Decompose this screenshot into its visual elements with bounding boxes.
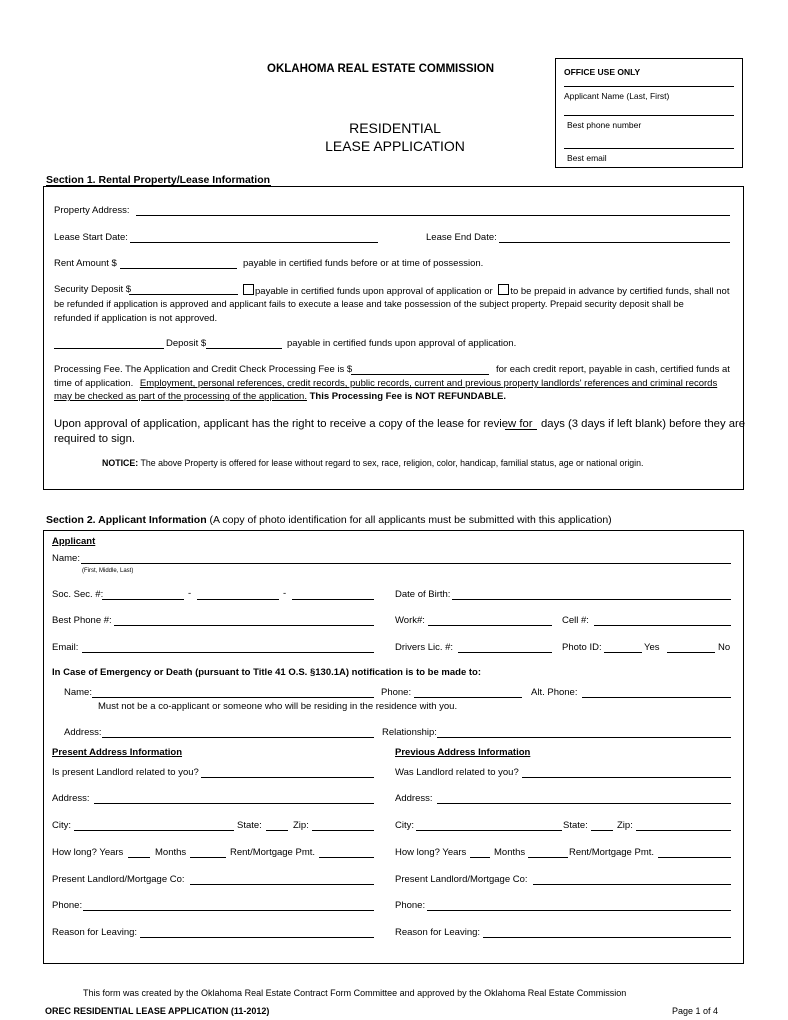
present-landlord-label: Present Landlord/Mortgage Co: — [52, 874, 185, 885]
processing-checks-text-2: may be checked as part of the processing of the application. — [54, 391, 307, 402]
dob-field[interactable] — [452, 599, 731, 600]
name-hint: (First, Middle, Last) — [82, 568, 134, 574]
photo-id-label: Photo ID: — [562, 642, 602, 653]
emergency-alt-phone-field[interactable] — [582, 697, 731, 698]
emergency-heading: In Case of Emergency or Death (pursuant to Title 41 O.S. §130.1A) notification is to be made to: — [52, 667, 481, 678]
drivers-license-label: Drivers Lic. #: — [395, 642, 454, 653]
notice-text: The above Property is offered for lease without regard to sex, race, religion, color, handicap, familial status, age or national origin. — [140, 458, 644, 468]
ssn-dash-1: - — [188, 588, 192, 599]
deposit-label: Deposit $ — [166, 338, 207, 349]
previous-state-field[interactable] — [591, 830, 613, 831]
name-field[interactable] — [81, 563, 731, 564]
emergency-relationship-field[interactable] — [437, 737, 731, 738]
security-option-prepaid-label: to be prepaid in advance by certified funds, shall not — [510, 286, 730, 297]
approval-text: Upon approval of application, applicant has the right to receive a copy of the lease for review for — [54, 418, 533, 430]
deposit-suffix: payable in certified funds upon approval of application. — [287, 338, 517, 349]
processing-fee-label: Processing Fee. The Application and Credit Check Processing Fee is $ — [54, 364, 353, 375]
approval-text-line2: required to sign. — [54, 433, 136, 445]
office-best-email-label: Best email — [567, 153, 607, 163]
email-label: Email: — [52, 642, 79, 653]
email-field[interactable] — [82, 652, 374, 653]
previous-state-label: State: — [563, 820, 588, 831]
office-best-phone-label: Best phone number — [567, 120, 642, 130]
present-months-field[interactable] — [190, 857, 226, 858]
cell-phone-field[interactable] — [594, 625, 731, 626]
security-option-approval-checkbox[interactable] — [243, 284, 254, 295]
footer-form-id: OREC RESIDENTIAL LEASE APPLICATION (11-2012) — [45, 1006, 270, 1016]
present-address-label: Address: — [52, 793, 90, 804]
best-phone-field[interactable] — [114, 625, 374, 626]
ssn-dash-2: - — [283, 588, 287, 599]
present-landlord-field[interactable] — [190, 884, 374, 885]
processing-checks-text: Employment, personal references, credit records, public records, current and previous property landlords' references and criminal records — [139, 378, 718, 389]
present-address-heading: Present Address Information — [52, 747, 183, 758]
ssn-part3-field[interactable] — [292, 599, 374, 600]
present-related-label: Is present Landlord related to you? — [52, 767, 199, 778]
present-related-field[interactable] — [201, 777, 374, 778]
previous-phone-label: Phone: — [395, 900, 426, 911]
processing-time-text: time of application. — [54, 378, 134, 389]
lease-end-field[interactable] — [499, 242, 730, 243]
security-option-approval-label: payable in certified funds upon approval of application or — [255, 286, 493, 297]
deposit-type-field[interactable] — [54, 348, 164, 349]
section1-title: Section 1. Rental Property/Lease Information — [46, 174, 271, 186]
section2-title-note: (A copy of photo identification for all applicants must be submitted with this application) — [209, 514, 612, 526]
rent-amount-suffix: payable in certified funds before or at time of possession. — [243, 258, 484, 269]
previous-reason-field[interactable] — [483, 937, 731, 938]
previous-rent-label: Rent/Mortgage Pmt. — [569, 847, 655, 858]
section2-title: Section 2. Applicant Information — [46, 514, 207, 526]
emergency-relationship-label: Relationship: — [382, 727, 437, 738]
emergency-phone-field[interactable] — [414, 697, 522, 698]
previous-zip-label: Zip: — [617, 820, 633, 831]
dob-label: Date of Birth: — [395, 589, 451, 600]
drivers-license-field[interactable] — [458, 652, 552, 653]
emergency-address-field[interactable] — [102, 737, 374, 738]
lease-end-label: Lease End Date: — [426, 232, 497, 243]
present-years-field[interactable] — [128, 857, 150, 858]
section1-box — [43, 186, 744, 490]
photo-id-no-label: No — [718, 642, 731, 653]
present-phone-label: Phone: — [52, 900, 83, 911]
present-zip-label: Zip: — [293, 820, 309, 831]
processing-fee-suffix: for each credit report, payable in cash, certified funds at — [496, 364, 730, 375]
previous-address-heading: Previous Address Information — [395, 747, 531, 758]
emergency-phone-label: Phone: — [381, 687, 412, 698]
previous-address-field[interactable] — [437, 803, 731, 804]
notice-label: NOTICE: — [102, 458, 139, 468]
photo-id-no-field[interactable] — [667, 652, 715, 653]
office-applicant-name-field[interactable] — [564, 115, 734, 116]
present-reason-field[interactable] — [140, 937, 374, 938]
present-state-label: State: — [237, 820, 262, 831]
office-best-phone-field[interactable] — [564, 148, 734, 149]
work-phone-field[interactable] — [428, 625, 552, 626]
office-applicant-name-label: Applicant Name (Last, First) — [564, 91, 670, 101]
previous-rent-field[interactable] — [658, 857, 731, 858]
previous-city-label: City: — [395, 820, 414, 831]
present-months-label: Months — [155, 847, 187, 858]
present-years-label: How long? Years — [52, 847, 124, 858]
emergency-name-field[interactable] — [92, 697, 374, 698]
emergency-name-label: Name: — [64, 687, 92, 698]
rent-amount-label: Rent Amount $ — [54, 258, 117, 269]
deposit-amount-field[interactable] — [206, 348, 282, 349]
present-zip-field[interactable] — [312, 830, 374, 831]
office-use-box — [555, 58, 743, 168]
processing-not-refundable: This Processing Fee is NOT REFUNDABLE. — [309, 391, 506, 402]
office-line-top — [564, 86, 734, 87]
previous-landlord-label: Present Landlord/Mortgage Co: — [395, 874, 528, 885]
previous-related-field[interactable] — [522, 777, 731, 778]
form-title-line2: LEASE APPLICATION — [325, 138, 465, 154]
photo-id-yes-label: Yes — [644, 642, 660, 653]
security-deposit-line3: refunded if application is not approved. — [54, 313, 218, 324]
previous-reason-label: Reason for Leaving: — [395, 927, 481, 938]
section2-box — [43, 530, 744, 964]
property-address-label: Property Address: — [54, 205, 130, 216]
name-label: Name: — [52, 553, 80, 564]
ssn-part1-field[interactable] — [102, 599, 184, 600]
emergency-alt-phone-label: Alt. Phone: — [531, 687, 578, 698]
property-address-field[interactable] — [136, 215, 730, 216]
present-phone-field[interactable] — [83, 910, 374, 911]
present-state-field[interactable] — [266, 830, 288, 831]
emergency-note: Must not be a co-applicant or someone who will be residing in the residence with you. — [98, 701, 458, 712]
approval-days-field[interactable] — [505, 429, 537, 430]
lease-start-label: Lease Start Date: — [54, 232, 128, 243]
applicant-heading: Applicant — [52, 536, 96, 547]
footer-page-number: Page 1 of 4 — [672, 1006, 719, 1016]
emergency-address-label: Address: — [64, 727, 102, 738]
org-name: OKLAHOMA REAL ESTATE COMMISSION — [267, 63, 495, 75]
present-city-label: City: — [52, 820, 71, 831]
photo-id-yes-field[interactable] — [604, 652, 642, 653]
previous-related-label: Was Landlord related to you? — [395, 767, 519, 778]
previous-zip-field[interactable] — [636, 830, 731, 831]
ssn-label: Soc. Sec. #: — [52, 589, 104, 600]
present-rent-field[interactable] — [319, 857, 374, 858]
footer-note: This form was created by the Oklahoma Real Estate Contract Form Committee and approved by the Oklahoma Real Estate Commission — [83, 988, 627, 998]
previous-address-label: Address: — [395, 793, 433, 804]
security-deposit-line2: be refunded if application is approved and applicant fails to execute a lease and take possession of the subject property. Prepaid security deposit shall be — [54, 299, 684, 309]
previous-months-field[interactable] — [528, 857, 568, 858]
cell-phone-label: Cell #: — [562, 615, 589, 626]
work-phone-label: Work#: — [395, 615, 425, 626]
security-deposit-label: Security Deposit $ — [54, 284, 132, 295]
present-address-field[interactable] — [94, 803, 374, 804]
office-use-title: OFFICE USE ONLY — [564, 67, 641, 77]
ssn-part2-field[interactable] — [197, 599, 279, 600]
security-deposit-field[interactable] — [129, 294, 238, 295]
previous-years-field[interactable] — [470, 857, 490, 858]
best-phone-label: Best Phone #: — [52, 615, 112, 626]
form-title-line1: RESIDENTIAL — [349, 120, 441, 136]
lease-start-field[interactable] — [130, 242, 378, 243]
rent-amount-field[interactable] — [120, 268, 237, 269]
security-option-prepaid-checkbox[interactable] — [498, 284, 509, 295]
previous-phone-field[interactable] — [427, 910, 731, 911]
processing-fee-field[interactable] — [351, 374, 489, 375]
previous-city-field[interactable] — [416, 830, 562, 831]
previous-landlord-field[interactable] — [533, 884, 731, 885]
present-reason-label: Reason for Leaving: — [52, 927, 138, 938]
approval-text-suffix: days (3 days if left blank) before they are — [541, 418, 746, 430]
previous-months-label: Months — [494, 847, 526, 858]
present-city-field[interactable] — [74, 830, 234, 831]
previous-years-label: How long? Years — [395, 847, 467, 858]
present-rent-label: Rent/Mortgage Pmt. — [230, 847, 316, 858]
